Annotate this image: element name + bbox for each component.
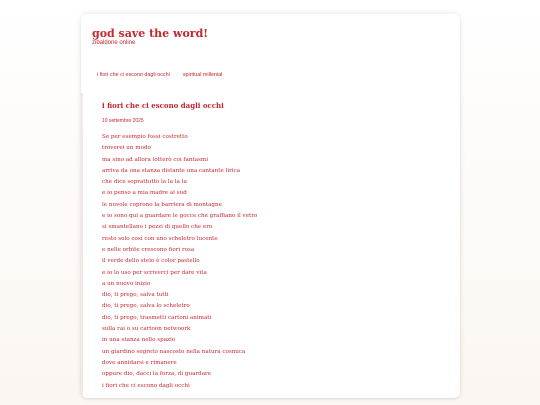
site-title[interactable]: god save the word!	[92, 27, 209, 40]
poem-line: arriva da una stanza distante una cantante lirica	[102, 167, 241, 174]
post-content	[81, 93, 460, 398]
poem-body	[102, 132, 257, 392]
poem-line: troverei un modo	[102, 145, 151, 152]
poem-line: e nelle orbite crescono fiori rosa	[102, 246, 195, 253]
poem-line: in una stanza nello spazio	[102, 337, 176, 344]
poem-line: un giardino segreto nascosto nella natura cosmica	[102, 348, 246, 355]
poem-line: dio, ti prego, salva lo scheletro	[102, 303, 190, 310]
main-nav	[97, 72, 222, 78]
poem-line: le nuvole coprono la barriera di montagne	[102, 201, 222, 208]
poem-line: resto solo così con uno scheletro lucente	[102, 235, 218, 242]
nav-item-fiori[interactable]: i fiori che ci escono dagli occhi	[97, 72, 170, 78]
poem-line: il verde dello stelo è color pastello	[102, 258, 200, 265]
poem-line: dio, ti prego, salva tutti	[102, 292, 169, 299]
nav-item-spiritual-millenial[interactable]: spiritual millenial	[182, 72, 223, 78]
poem-line: che dice soprattutto la la la la	[102, 179, 187, 186]
poem-line: si smantellano i pezzi di quello che ero	[102, 224, 213, 231]
poem-line: dove annidarsi e rimanere	[102, 359, 177, 366]
poem-line: oppure dio, dacci la forza, di guardare	[102, 371, 212, 378]
poem-line: dio, ti prego, trasmetti cartoni animati	[102, 314, 212, 321]
poem-line: e io penso a mia madre al sud	[102, 190, 187, 197]
poem-line: a un nuovo inizio	[102, 280, 151, 287]
poem-line: sulla rai o su cartoon netwoork	[102, 326, 191, 333]
poem-line: e io sono qui a guardare le gocce che graffiano il vetro	[102, 213, 258, 220]
page-card	[81, 14, 460, 398]
post-title[interactable]: i fiori che ci escono dagli occhi	[102, 101, 224, 110]
poem-line: Se per esempio fossi costretto	[102, 134, 188, 140]
post-date: 10 settembre 2025	[102, 118, 144, 124]
poem-line: e io lo uso per scriverci per dare vita	[102, 269, 207, 276]
site-description: zibaldone online	[92, 40, 136, 46]
poem-line: ma sino ad allora lotterò coi fantasmi	[102, 156, 208, 163]
poem-line: i fiori che ci escono dagli occhi	[102, 382, 190, 389]
